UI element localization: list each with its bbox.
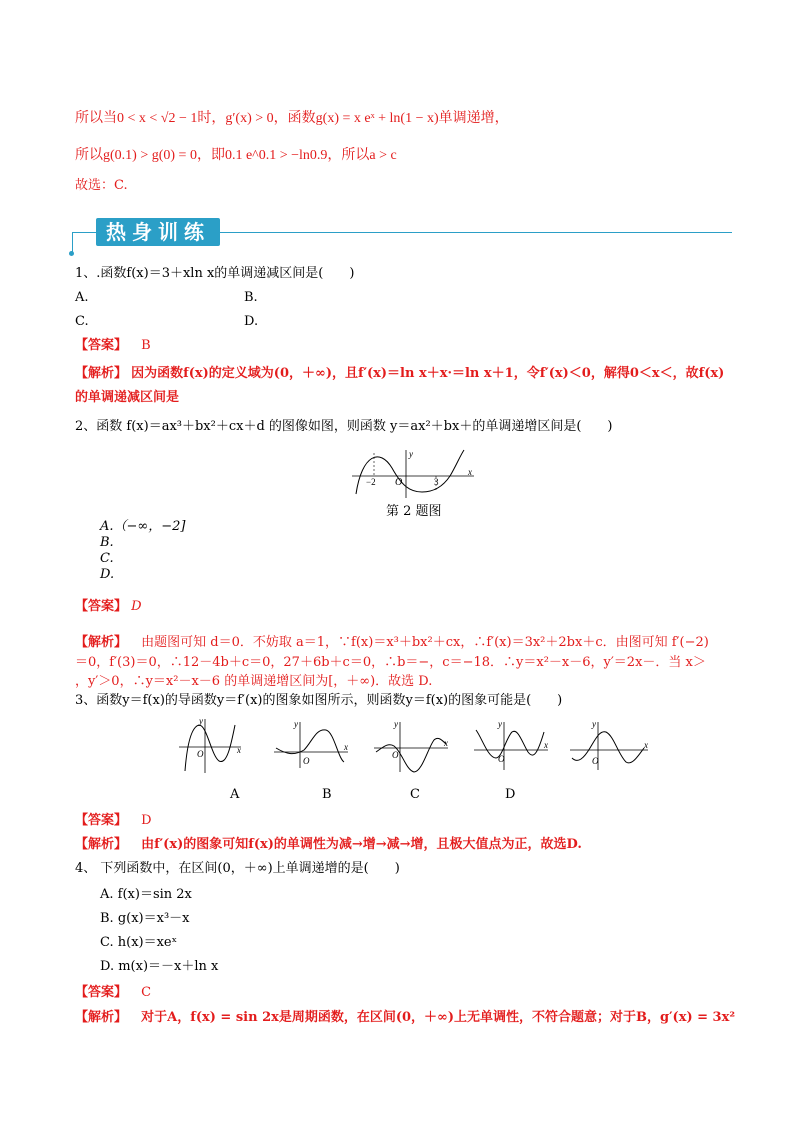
svg-text:y: y <box>394 719 398 729</box>
q3-answer-row <box>75 812 152 830</box>
svg-text:O: O <box>392 750 399 760</box>
svg-text:O: O <box>592 756 599 766</box>
q4-answer-tag: 【答案】 <box>75 985 128 1000</box>
q1-answer: B <box>141 338 151 353</box>
q4-analysis-row <box>75 1009 735 1027</box>
svg-text:x: x <box>644 740 648 750</box>
q3-graph-label-b: B <box>322 787 332 802</box>
q3-graph-b <box>372 718 452 776</box>
q2-figure-caption: 第 2 题图 <box>386 504 442 519</box>
q3-graph-label-c: C <box>410 787 420 802</box>
banner-dot <box>69 251 74 256</box>
q1-option-c: C. <box>75 314 89 329</box>
q1-analysis-tag: 【解析】 <box>75 366 128 381</box>
q2-analysis-row <box>75 634 709 652</box>
q2-answer-tag: 【答案】 <box>75 599 128 614</box>
svg-text:O: O <box>498 754 505 764</box>
svg-text:x: x <box>344 742 348 752</box>
q2-option-a: A.（−∞，−2] <box>100 519 186 534</box>
q2-tick-3: 3 <box>434 477 439 487</box>
q4-option-a: A. f(x)＝sin 2x <box>100 887 192 902</box>
q3-fig-x-label: x <box>237 745 241 755</box>
q4-option-c: C. h(x)＝xeˣ <box>100 935 178 950</box>
q4-option-b: B. g(x)＝x³－x <box>100 911 190 926</box>
q2-analysis-3: ，y′＞0，∴y＝x²－x－6 的单调递增区间为[，＋∞)．故选 D. <box>75 674 433 689</box>
q2-stem: 2、函数 f(x)＝ax³＋bx²＋cx＋d 的图像如图，则函数 y＝ax²＋bx＋的单调递增区间是( ) <box>75 419 613 434</box>
q2-analysis-2: ＝0，f′(3)＝0，∴12－4b＋c＝0，27＋6b＋c＝0，∴b＝−，c＝−18．∴y＝x²－x－6，y′＝2x－．当 x＞ <box>75 655 706 670</box>
top-line-1: 所以当0 < x < √2 − 1时，g′(x) > 0，函数g(x) = x eˣ + ln(1 − x)单调递增， <box>75 111 509 126</box>
q3-graph-d <box>568 718 652 773</box>
q3-derivative-graph <box>175 715 245 775</box>
svg-text:y: y <box>294 719 298 729</box>
q2-origin-label: O <box>395 477 403 488</box>
q4-stem: 4、 下列函数中，在区间(0，＋∞)上单调递增的是( ) <box>75 861 400 876</box>
q3-stem: 3、函数y＝f(x)的导函数y＝f′(x)的图象如图所示，则函数y＝f(x)的图象可能是( ) <box>75 693 563 708</box>
svg-text:y: y <box>592 719 596 729</box>
q3-answer: D <box>141 813 152 828</box>
q2-answer-row <box>75 598 142 616</box>
q3-answer-tag: 【答案】 <box>75 813 128 828</box>
q1-option-b: B. <box>244 290 258 305</box>
q3-graph-label-a: A <box>230 787 240 802</box>
q2-option-c: C. <box>100 551 114 566</box>
q1-answer-tag: 【答案】 <box>75 338 128 353</box>
q4-option-d: D. m(x)＝－x＋ln x <box>100 959 219 974</box>
q1-option-a: A. <box>75 290 89 305</box>
q1-analysis-2: 的单调递减区间是 <box>75 390 180 405</box>
q2-option-b: B. <box>100 535 114 550</box>
q4-analysis: 对于A，f(x) = sin 2x是周期函数，在区间(0，＋∞)上无单调性，不符合题意；对于B，g′(x) = 3x² <box>141 1010 736 1025</box>
q4-analysis-tag: 【解析】 <box>75 1010 128 1025</box>
q1-stem: 1、.函数f(x)＝3＋xln x的单调递减区间是( ) <box>75 266 355 281</box>
q1-analysis-row <box>75 365 724 383</box>
q2-axis-x-label: x <box>468 467 472 477</box>
q3-analysis: 由f′(x)的图象可知f(x)的单调性为减→增→减→增，且极大值点为正，故选D. <box>141 837 582 852</box>
section-banner <box>72 214 732 254</box>
q3-graph-a <box>272 718 352 773</box>
q4-answer-row <box>75 984 151 1002</box>
q3-analysis-row <box>75 836 582 854</box>
q2-option-d: D. <box>100 567 115 582</box>
q2-cubic-graph <box>350 448 480 500</box>
q3-fig-y-label: y <box>199 716 203 726</box>
q2-axis-y-label: y <box>409 449 413 459</box>
q2-tick-neg2: −2 <box>366 477 376 487</box>
q3-analysis-tag: 【解析】 <box>75 837 128 852</box>
q1-analysis-1: 因为函数f(x)的定义域为(0，＋∞)，且f′(x)＝ln x＋x·＝ln x＋1，令f′(x)＜0，解得0＜x＜，故f(x) <box>131 366 725 381</box>
q2-analysis-tag: 【解析】 <box>75 635 128 650</box>
top-line-3: 故选：C. <box>75 178 128 193</box>
q2-answer: D <box>131 599 142 614</box>
banner-left-rule <box>72 232 73 252</box>
svg-text:x: x <box>444 738 448 748</box>
svg-text:y: y <box>498 719 502 729</box>
svg-text:O: O <box>303 756 310 766</box>
q1-option-d: D. <box>244 314 259 329</box>
q3-graph-label-d: D <box>505 787 516 802</box>
q3-fig-origin-label: O <box>197 749 204 759</box>
svg-text:x: x <box>544 740 548 750</box>
q3-graph-c <box>472 718 552 773</box>
top-line-2: 所以g(0.1) > g(0) = 0，即0.1 e^0.1 > −ln0.9，所以a > c <box>75 148 397 163</box>
q4-answer: C <box>141 985 152 1000</box>
q1-answer-row <box>75 337 151 355</box>
q2-analysis-1: 由题图可知 d＝0．不妨取 a＝1，∵f(x)＝x³＋bx²＋cx，∴f′(x)＝3x²＋2bx＋c．由图可知 f′(−2) <box>141 635 709 650</box>
banner-title: 热身训练 <box>96 218 220 246</box>
